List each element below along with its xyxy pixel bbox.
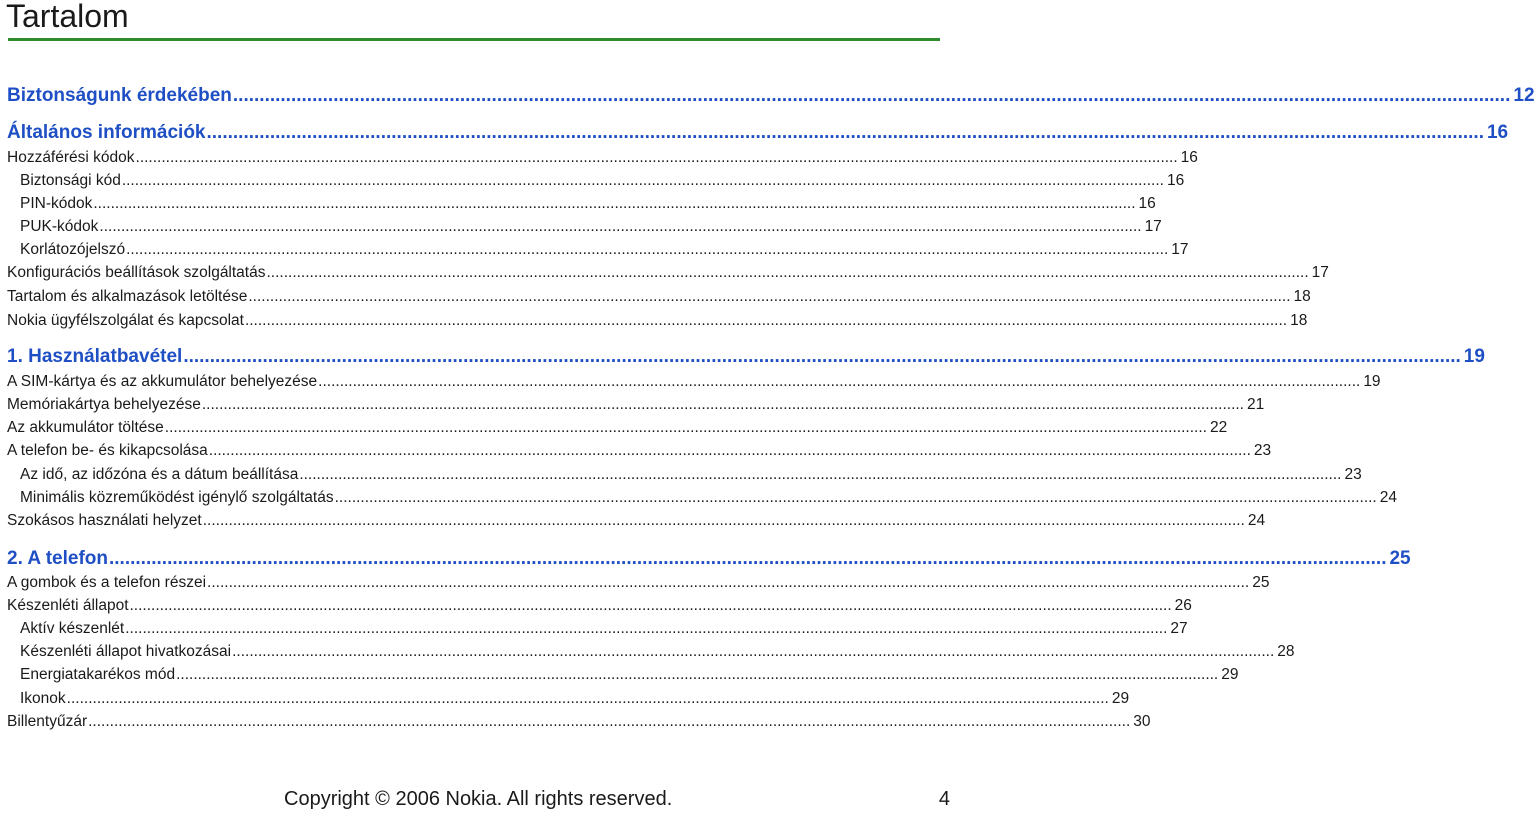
leader-dots [165,417,1207,439]
toc-entry-label: Szokásos használati helyzet [7,512,202,529]
toc-entry[interactable] [7,641,1295,663]
toc-entry[interactable] [7,595,1192,617]
toc-entry-label: Általános információk [7,122,206,143]
toc-entry-page: 16 [1138,195,1156,212]
leader-dots [266,262,1308,284]
toc-entry[interactable] [7,286,1311,308]
leader-dots [203,510,1245,532]
toc-entry-label: Korlátozójelszó [20,241,126,258]
toc-entry-page: 24 [1379,489,1397,506]
leader-dots [183,345,1460,369]
toc-entry-label: Biztonságunk érdekében [7,85,232,106]
leader-dots [99,216,1141,238]
leader-dots [248,286,1290,308]
toc-entry[interactable] [7,262,1329,284]
toc-entry-page: 18 [1290,312,1308,329]
toc-entry[interactable] [7,170,1184,192]
toc-entry[interactable] [7,688,1129,710]
toc-entry-label: Hozzáférési kódok [7,149,135,166]
toc-entry-page: 21 [1247,396,1265,413]
toc-entry-page: 28 [1277,643,1295,660]
toc-entry-label: Tartalom és alkalmazások letöltése [7,288,248,305]
toc-entry-label: 1. Használatbavétel [7,346,183,367]
toc-entry-page: 16 [1486,122,1509,143]
leader-dots [233,84,1510,108]
leader-dots [299,464,1341,486]
toc-entry-label: Billentyűzár [7,713,88,730]
toc-entry[interactable] [7,310,1307,332]
toc-entry-label: Biztonsági kód [20,172,121,189]
toc-entry-page: 16 [1180,149,1198,166]
toc-entry-page: 23 [1253,442,1272,459]
toc-entry[interactable] [7,239,1189,261]
toc-entry-label: Nokia ügyfélszolgálat és kapcsolat [7,312,244,329]
toc-entry[interactable] [7,84,1535,108]
leader-dots [126,239,1168,261]
toc-entry-label: 2. A telefon [7,548,108,569]
page-title: Tartalom [6,0,129,34]
toc-entry-label: Memóriakártya behelyezése [7,396,201,413]
toc-entry[interactable] [7,572,1269,594]
toc-entry-page: 30 [1133,713,1151,730]
toc-entry-label: Az akkumulátor töltése [7,419,164,436]
toc-entry-label: PIN-kódok [20,195,93,212]
copyright-notice: Copyright © 2006 Nokia. All rights reserved. [284,788,673,810]
toc-entry-label: Energiatakarékos mód [20,666,176,683]
leader-dots [207,572,1249,594]
toc-entry-label: Minimális közreműködést igénylő szolgáltatás [20,489,334,506]
toc-entry-page: 27 [1170,620,1188,637]
toc-entry[interactable] [7,464,1362,486]
toc-entry[interactable] [7,345,1485,369]
toc-entry-page: 25 [1389,548,1411,569]
toc-entry-page: 19 [1463,346,1485,367]
toc-entry[interactable] [7,147,1198,169]
leader-dots [109,547,1386,571]
leader-dots [93,193,1135,215]
toc-entry-label: A telefon be- és kikapcsolása [7,442,208,459]
leader-dots [232,641,1274,663]
toc-entry-page: 25 [1252,574,1270,591]
toc-entry-page: 19 [1363,373,1381,390]
toc-entry[interactable] [7,394,1264,416]
toc-entry-label: A gombok és a telefon részei [7,574,207,591]
toc-entry-page: 17 [1171,241,1189,258]
toc-entry[interactable] [7,664,1239,686]
toc-entry-page: 29 [1111,690,1130,707]
leader-dots [122,170,1164,192]
toc-entry-label: Készenléti állapot hivatkozásai [20,643,232,660]
toc-entry[interactable] [7,510,1265,532]
toc-entry-page: 26 [1174,597,1192,614]
toc-entry[interactable] [7,371,1381,393]
toc-entry-page: 24 [1247,512,1266,529]
toc-entry-label: Az idő, az időzóna és a dátum beállítása [20,466,299,483]
leader-dots [67,688,1109,710]
page-number: 4 [938,788,950,810]
toc-entry[interactable] [7,618,1188,640]
toc-entry-label: A SIM-kártya és az akkumulátor behelyezése [7,373,318,390]
toc-entry[interactable] [7,121,1508,145]
toc-entry-label: PUK-kódok [20,218,99,235]
toc-entry-label: Ikonok [20,690,66,707]
toc-entry-page: 12 [1513,85,1535,106]
toc-entry-page: 22 [1209,419,1228,436]
leader-dots [207,121,1484,145]
leader-dots [88,711,1130,733]
toc-entry-page: 17 [1311,264,1329,281]
leader-dots [209,440,1251,462]
leader-dots [245,310,1287,332]
title-rule [8,38,940,41]
leader-dots [176,664,1218,686]
toc-entry[interactable] [7,711,1151,733]
toc-entry-label: Készenléti állapot [7,597,129,614]
toc-entry[interactable] [7,417,1227,439]
toc-entry-label: Konfigurációs beállítások szolgáltatás [7,264,266,281]
toc-entry-label: Aktív készenlét [20,620,125,637]
toc-entry-page: 29 [1221,666,1239,683]
leader-dots [202,394,1244,416]
toc-entry[interactable] [7,487,1397,509]
toc-entry[interactable] [7,440,1271,462]
leader-dots [130,595,1172,617]
leader-dots [125,618,1167,640]
toc-entry-page: 23 [1344,466,1362,483]
leader-dots [335,487,1377,509]
leader-dots [136,147,1178,169]
toc-entry-page: 17 [1144,218,1162,235]
toc-entry-page: 18 [1293,288,1311,305]
leader-dots [318,371,1360,393]
toc-entry[interactable] [7,547,1411,571]
toc-entry-page: 16 [1166,172,1185,189]
toc-entry[interactable] [7,193,1156,215]
toc-entry[interactable] [7,216,1162,238]
